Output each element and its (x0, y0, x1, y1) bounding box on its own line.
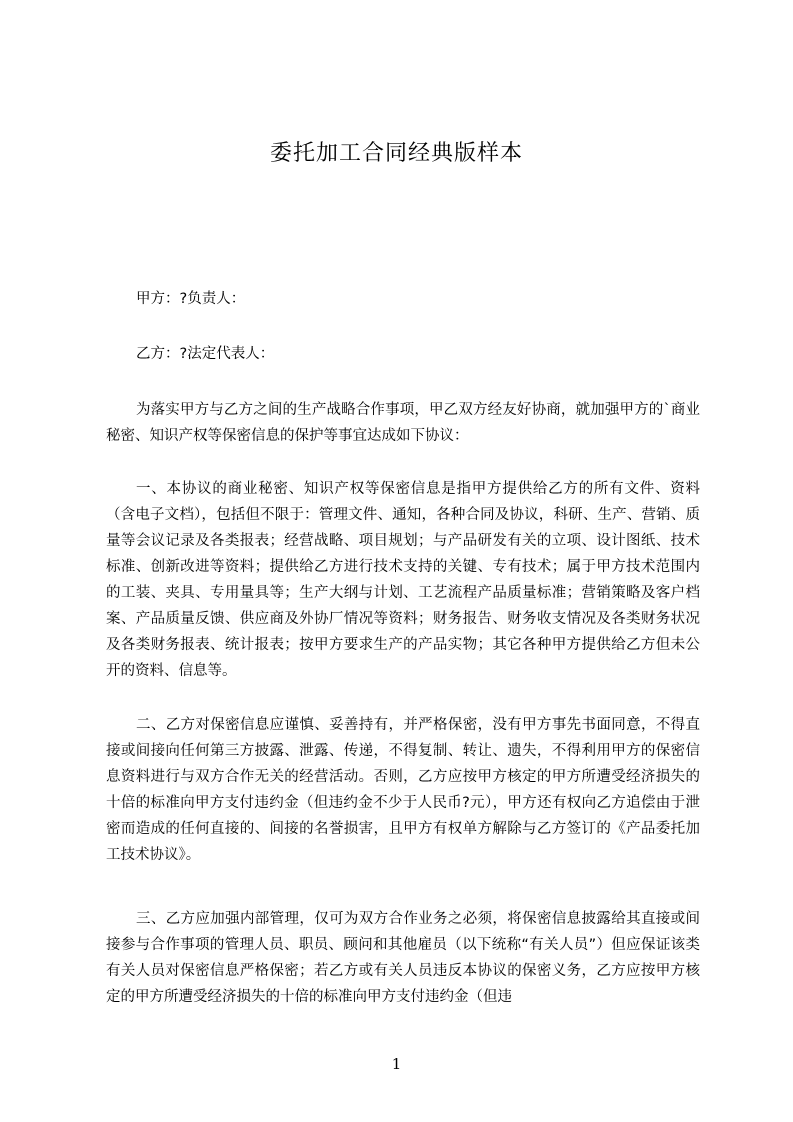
clause-1-paragraph: 一、本协议的商业秘密、知识产权等保密信息是指甲方提供给乙方的所有文件、资料（含电子文档），包括但不限于：管理文件、通知，各种合同及协议，科研、生产、营销、质量等会议记录及各类报表；经营战略、项目规划；与产品研发有关的立项、设计图纸、技术标准、创新改进等资料；提供给乙方进行技术支持的关键、专有技术；属于甲方技术范围内的工装、夹具、专用量具等；生产大纲与计划、工艺流程产品质量标准；营销策略及客户档案、产品质量反馈、供应商及外协厂情况等资料；财务报告、财务收支情况及各类财务状况及各类财务报表、统计报表；按甲方要求生产的产品实物；其它各种甲方提供给乙方但未公开的资料、信息等。 (106, 481, 700, 679)
clause-3-paragraph: 三、乙方应加强内部管理，仅可为双方合作业务之必须，将保密信息披露给其直接或间接参与合作事项的管理人员、职员、顾问和其他雇员（以下统称“有关人员”）但应保证该类有关人员对保密信息严格保密；若乙方或有关人员违反本协议的保密义务，乙方应按甲方核定的甲方所遭受经济损失的十倍的标准向甲方支付违约金（但违 (106, 911, 700, 1005)
clause-2-paragraph: 二、乙方对保密信息应谨慎、妥善持有，并严格保密，没有甲方事先书面同意，不得直接或间接向任何第三方披露、泄露、传递，不得复制、转让、遗失，不得利用甲方的保密信息资料进行与双方合作无关的经营活动。否则，乙方应按甲方核定的甲方所遭受经济损失的十倍的标准向甲方支付违约金（但违约金不少于人民币?元），甲方还有权向乙方追偿由于泄密而造成的任何直接的、间接的名誉损害，且甲方有权单方解除与乙方签订的《产品委托加工技术协议》。 (106, 717, 700, 863)
party-b-line: 乙方：?法定代表人： (136, 346, 275, 362)
party-a-line: 甲方：?负责人： (136, 291, 246, 307)
page-number: 1 (391, 1055, 402, 1073)
document-title: 委托加工合同经典版样本 (269, 141, 523, 166)
intro-paragraph: 为落实甲方与乙方之间的生产战略合作事项，甲乙双方经友好协商，就加强甲方的`商业秘密、知识产权等保密信息的保护等事宜达成如下协议： (106, 402, 700, 444)
